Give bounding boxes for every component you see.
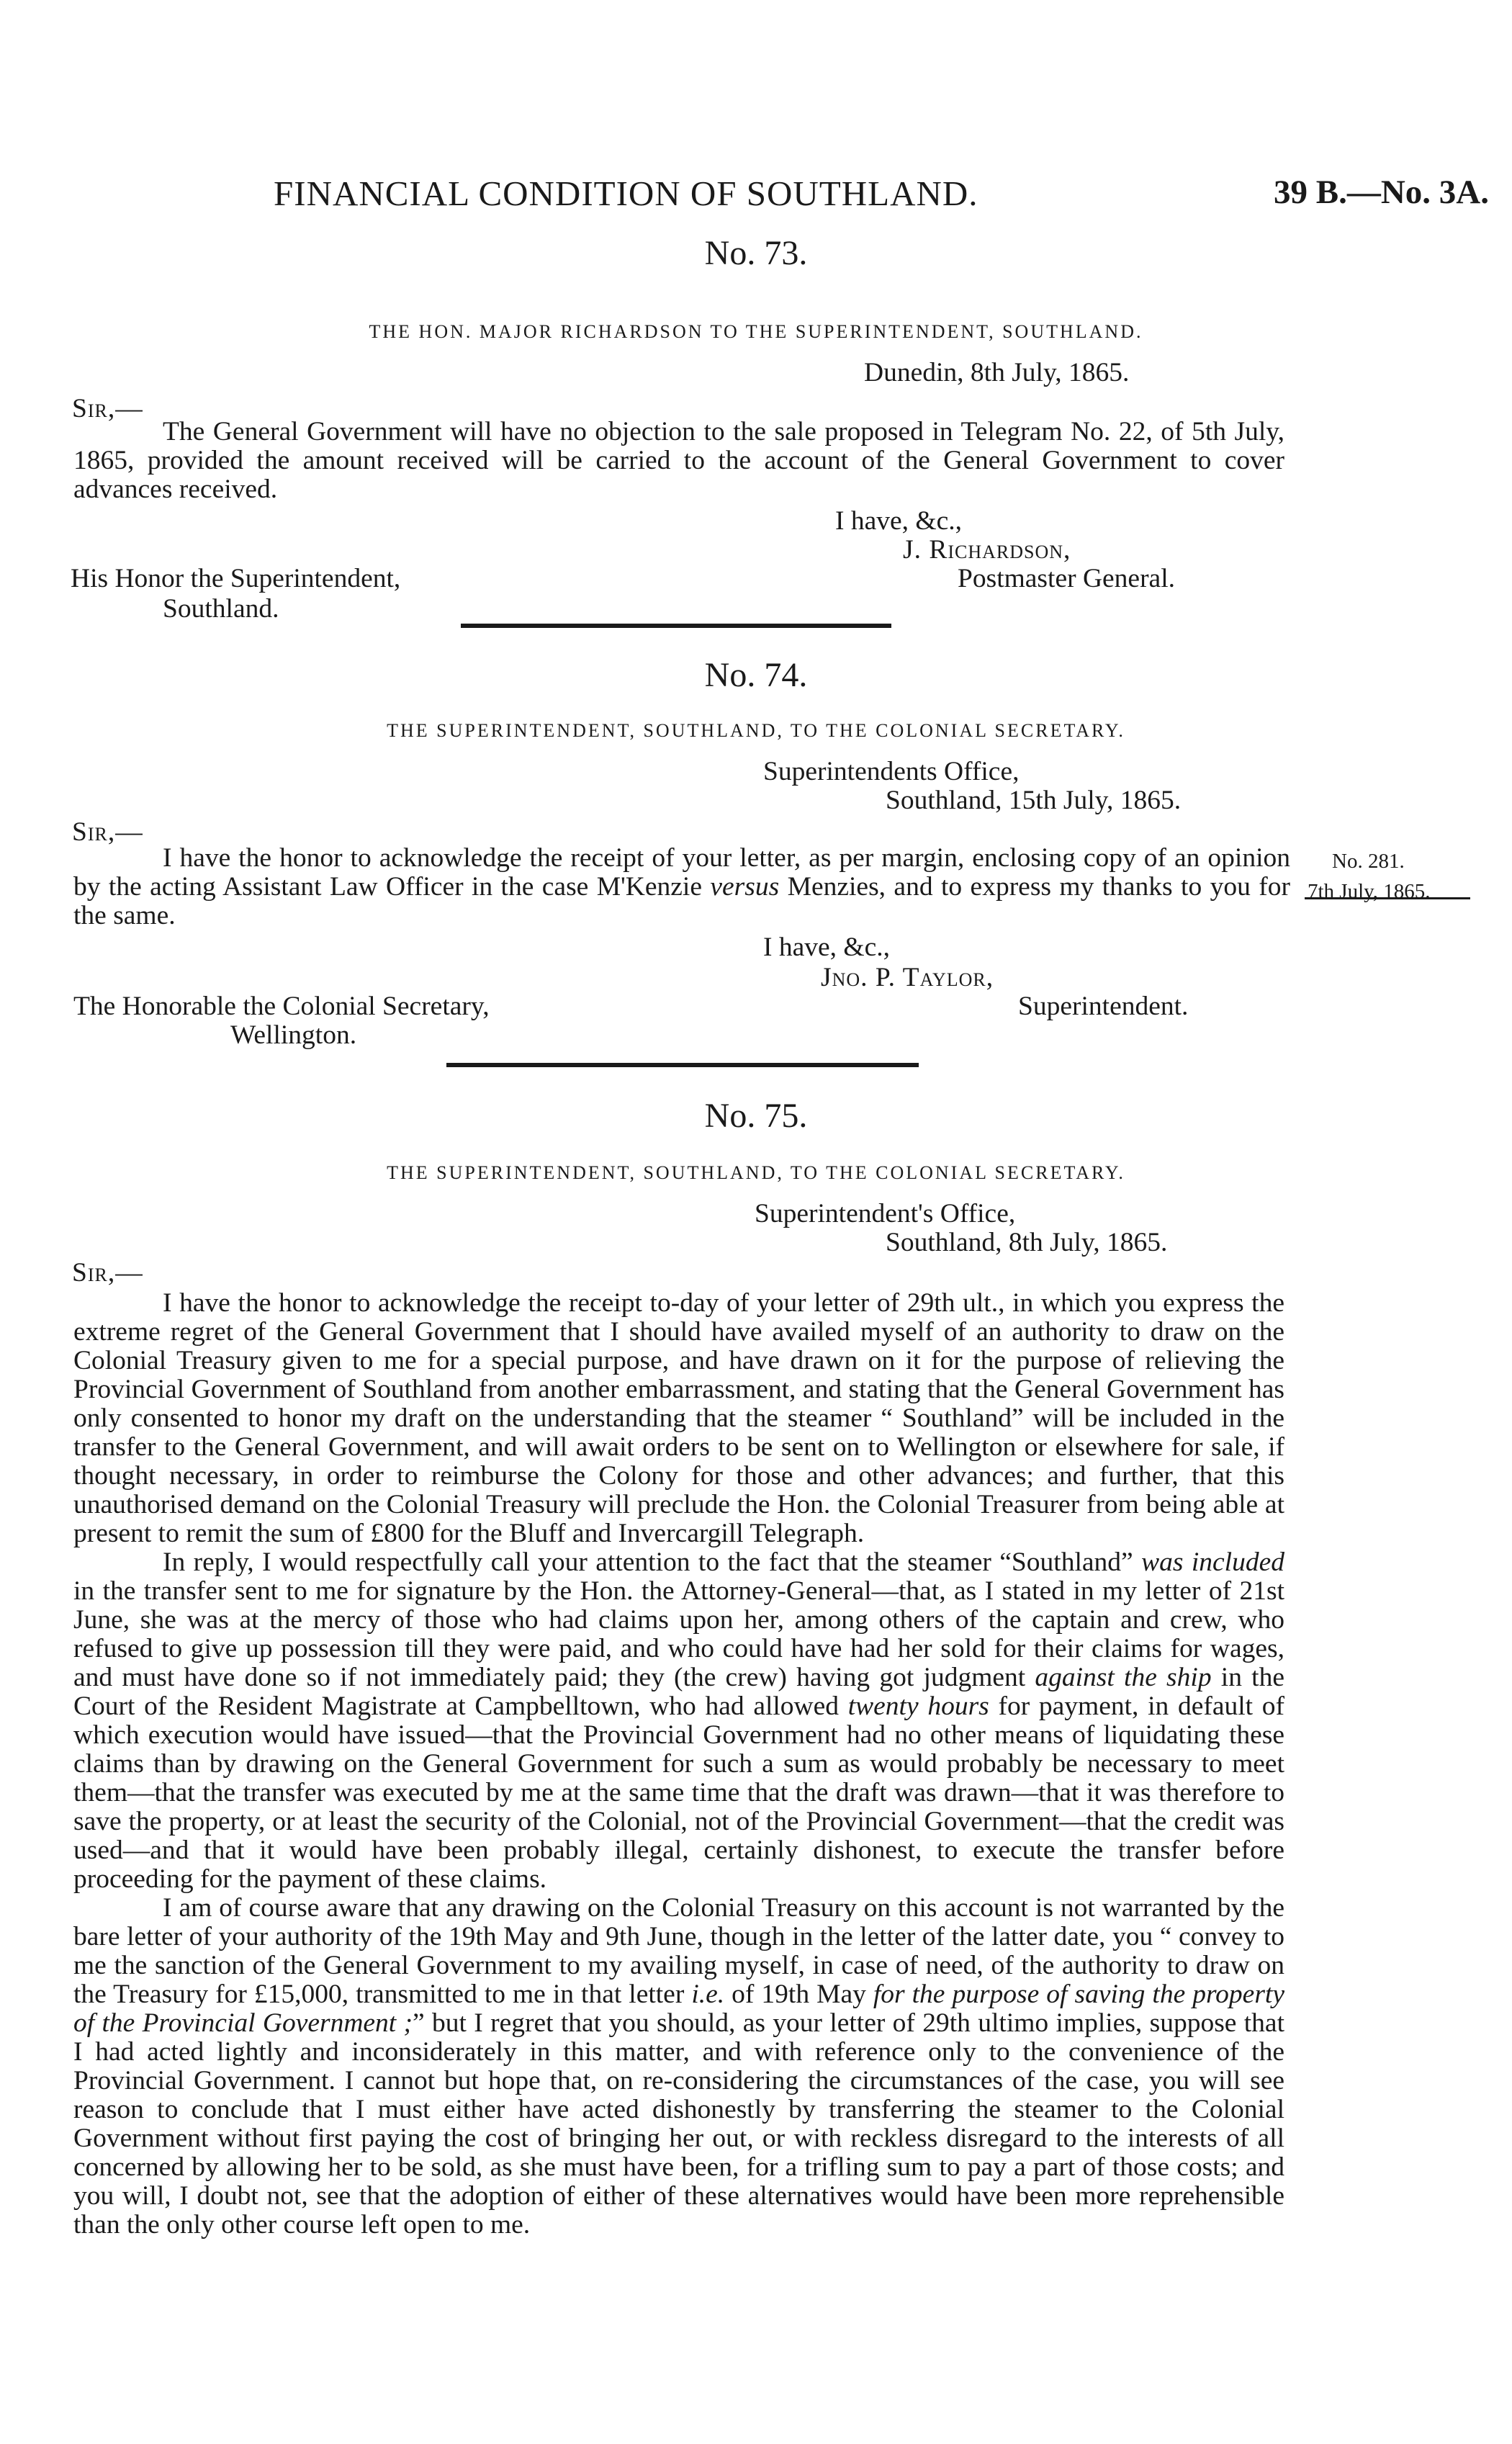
letter-73-paragraph: The General Government will have no objection to the sale proposed in Telegram No. 22, of 5th July, 1865, provided the amount received will be carried to the account of the General Government to cover advances received. xyxy=(73,417,1284,504)
letter-73-dateline: Dunedin, 8th July, 1865. xyxy=(864,358,1130,387)
letter-74-subtitle: THE SUPERINTENDENT, SOUTHLAND, TO THE COLONIAL SECRETARY. xyxy=(387,720,1125,741)
letter-75-subtitle: THE SUPERINTENDENT, SOUTHLAND, TO THE COLONIAL SECRETARY. xyxy=(387,1162,1125,1183)
letter-74-signature: Jno. P. Taylor, xyxy=(821,963,994,992)
letter-74-salutation: Sir,— xyxy=(72,817,143,847)
page-reference: 39 B.—No. 3A. xyxy=(1274,174,1489,211)
letter-75-body xyxy=(73,1289,1284,2239)
letter-74-number: No. 74. xyxy=(704,656,808,694)
letter-73-closing: I have, &c., xyxy=(835,506,962,536)
letter-73-body xyxy=(73,418,1284,504)
letter-75-paragraph-2: In reply, I would respectfully call your attention to the fact that the steamer “Southland” was included in the transfer sent to me for signature by the Hon. the Attorney-General—that, as I stated in my letter of 21st June, she was at the mercy of those who had claims upon her, among others of the captain and crew, who refused to give up possession till they were paid, and who could have had her sold for their claims for wages, and must have done so if not immediately paid; they (the crew) having got judgment against the ship in the Court of the Resident Magistrate at Campbelltown, who had allowed twenty hours for payment, in default of which execution would have issued—that the Provincial Government had no other means of liquidating these claims than by drawing on the General Government for such a sum as would probably be necessary to meet them—that the transfer was executed by me at the same time that the draft was drawn—that it was therefore to save the property, or at least the security of the Colonial, not of the Provincial Government—that the credit was used—and that it would have been probably illegal, certainly dishonest, to execute the transfer before proceeding for the payment of these claims. xyxy=(73,1547,1285,1894)
page-title: FINANCIAL CONDITION OF SOUTHLAND. xyxy=(274,174,978,213)
letter-73-addressee: His Honor the Superintendent, xyxy=(71,564,401,593)
letter-75-dateline: Southland, 8th July, 1865. xyxy=(886,1228,1168,1257)
letter-73-subtitle: THE HON. MAJOR RICHARDSON TO THE SUPERINTENDENT, SOUTHLAND. xyxy=(369,321,1143,342)
section-divider xyxy=(446,1063,919,1067)
letter-74-signer-title: Superintendent. xyxy=(1018,992,1189,1021)
letter-74-paragraph: I have the honor to acknowledge the receipt of your letter, as per margin, enclosing copy of an opinion by the acting Assistant Law Officer in the case M'Kenzie versus Menzies, and to express my thanks to you for the same. xyxy=(73,843,1290,930)
letter-75-dateline-office: Superintendent's Office, xyxy=(755,1199,1016,1228)
letter-75-number: No. 75. xyxy=(704,1097,808,1135)
margin-note-reference: No. 281. xyxy=(1332,850,1405,873)
letter-73-signature: J. Richardson, xyxy=(903,535,1071,565)
letter-74-dateline: Southland, 15th July, 1865. xyxy=(886,786,1182,815)
letter-73-salutation: Sir,— xyxy=(72,394,143,423)
margin-note-date: 7th July, 1865. xyxy=(1308,880,1431,903)
section-divider xyxy=(461,624,891,628)
letter-74-closing: I have, &c., xyxy=(763,933,890,962)
letter-74-addressee-place: Wellington. xyxy=(230,1020,357,1050)
letter-74-dateline-office: Superintendents Office, xyxy=(763,757,1020,786)
letter-73-signer-title: Postmaster General. xyxy=(958,564,1175,593)
letter-73-addressee-place: Southland. xyxy=(163,594,279,624)
letter-75-salutation: Sir,— xyxy=(72,1258,143,1288)
letter-75-paragraph-1: I have the honor to acknowledge the receipt to-day of your letter of 29th ult., in which you express the extreme regret of the General Government that I should have availed myself of an authority to draw on the Colonial Treasury given to me for a special purpose, and have drawn on it for the purpose of relieving the Provincial Government of Southland from another embarrassment, and stating that the General Government has only consented to honor my draft on the understanding that the steamer “ Southland” will be included in the transfer to the General Government, and will await orders to be sent on to Wellington or elsewhere for sale, if thought necessary, in order to reimburse the Colony for those and other advances; and further, that this unauthorised demand on the Colonial Treasury will preclude the Hon. the Colonial Treasurer from being able at present to remit the sum of £800 for the Bluff and Invercargill Telegraph. xyxy=(73,1288,1284,1548)
letter-75-paragraph-3: I am of course aware that any drawing on the Colonial Treasury on this account is not warranted by the bare letter of your authority of the 19th May and 9th June, though in the letter of the latter date, you “ convey to me the sanction of the General Government to my availing myself, in case of need, of the authority to draw on the Treasury for £15,000, transmitted to me in that letter i.e. of 19th May for the purpose of saving the property of the Provincial Government ;” but I regret that you should, as your letter of 29th ultimo implies, suppose that I had acted lightly and inconsiderately in this matter, and with reference only to the convenience of the Provincial Government. I cannot but hope that, on re-considering the circumstances of the case, you will see reason to conclude that I must either have acted dishonestly by transferring the steamer to the Colonial Government without first paying the cost of bringing her out, or with reckless disregard to the interests of all concerned by allowing her to be sold, as she must have been, for a trifling sum to pay a part of those costs; and you will, I doubt not, see that the adoption of either of these alternatives would have been more reprehensible than the only other course left open to me. xyxy=(73,1893,1284,2239)
letter-74-addressee: The Honorable the Colonial Secretary, xyxy=(73,992,490,1021)
letter-73-number: No. 73. xyxy=(704,234,808,272)
letter-74-body xyxy=(73,844,1290,930)
